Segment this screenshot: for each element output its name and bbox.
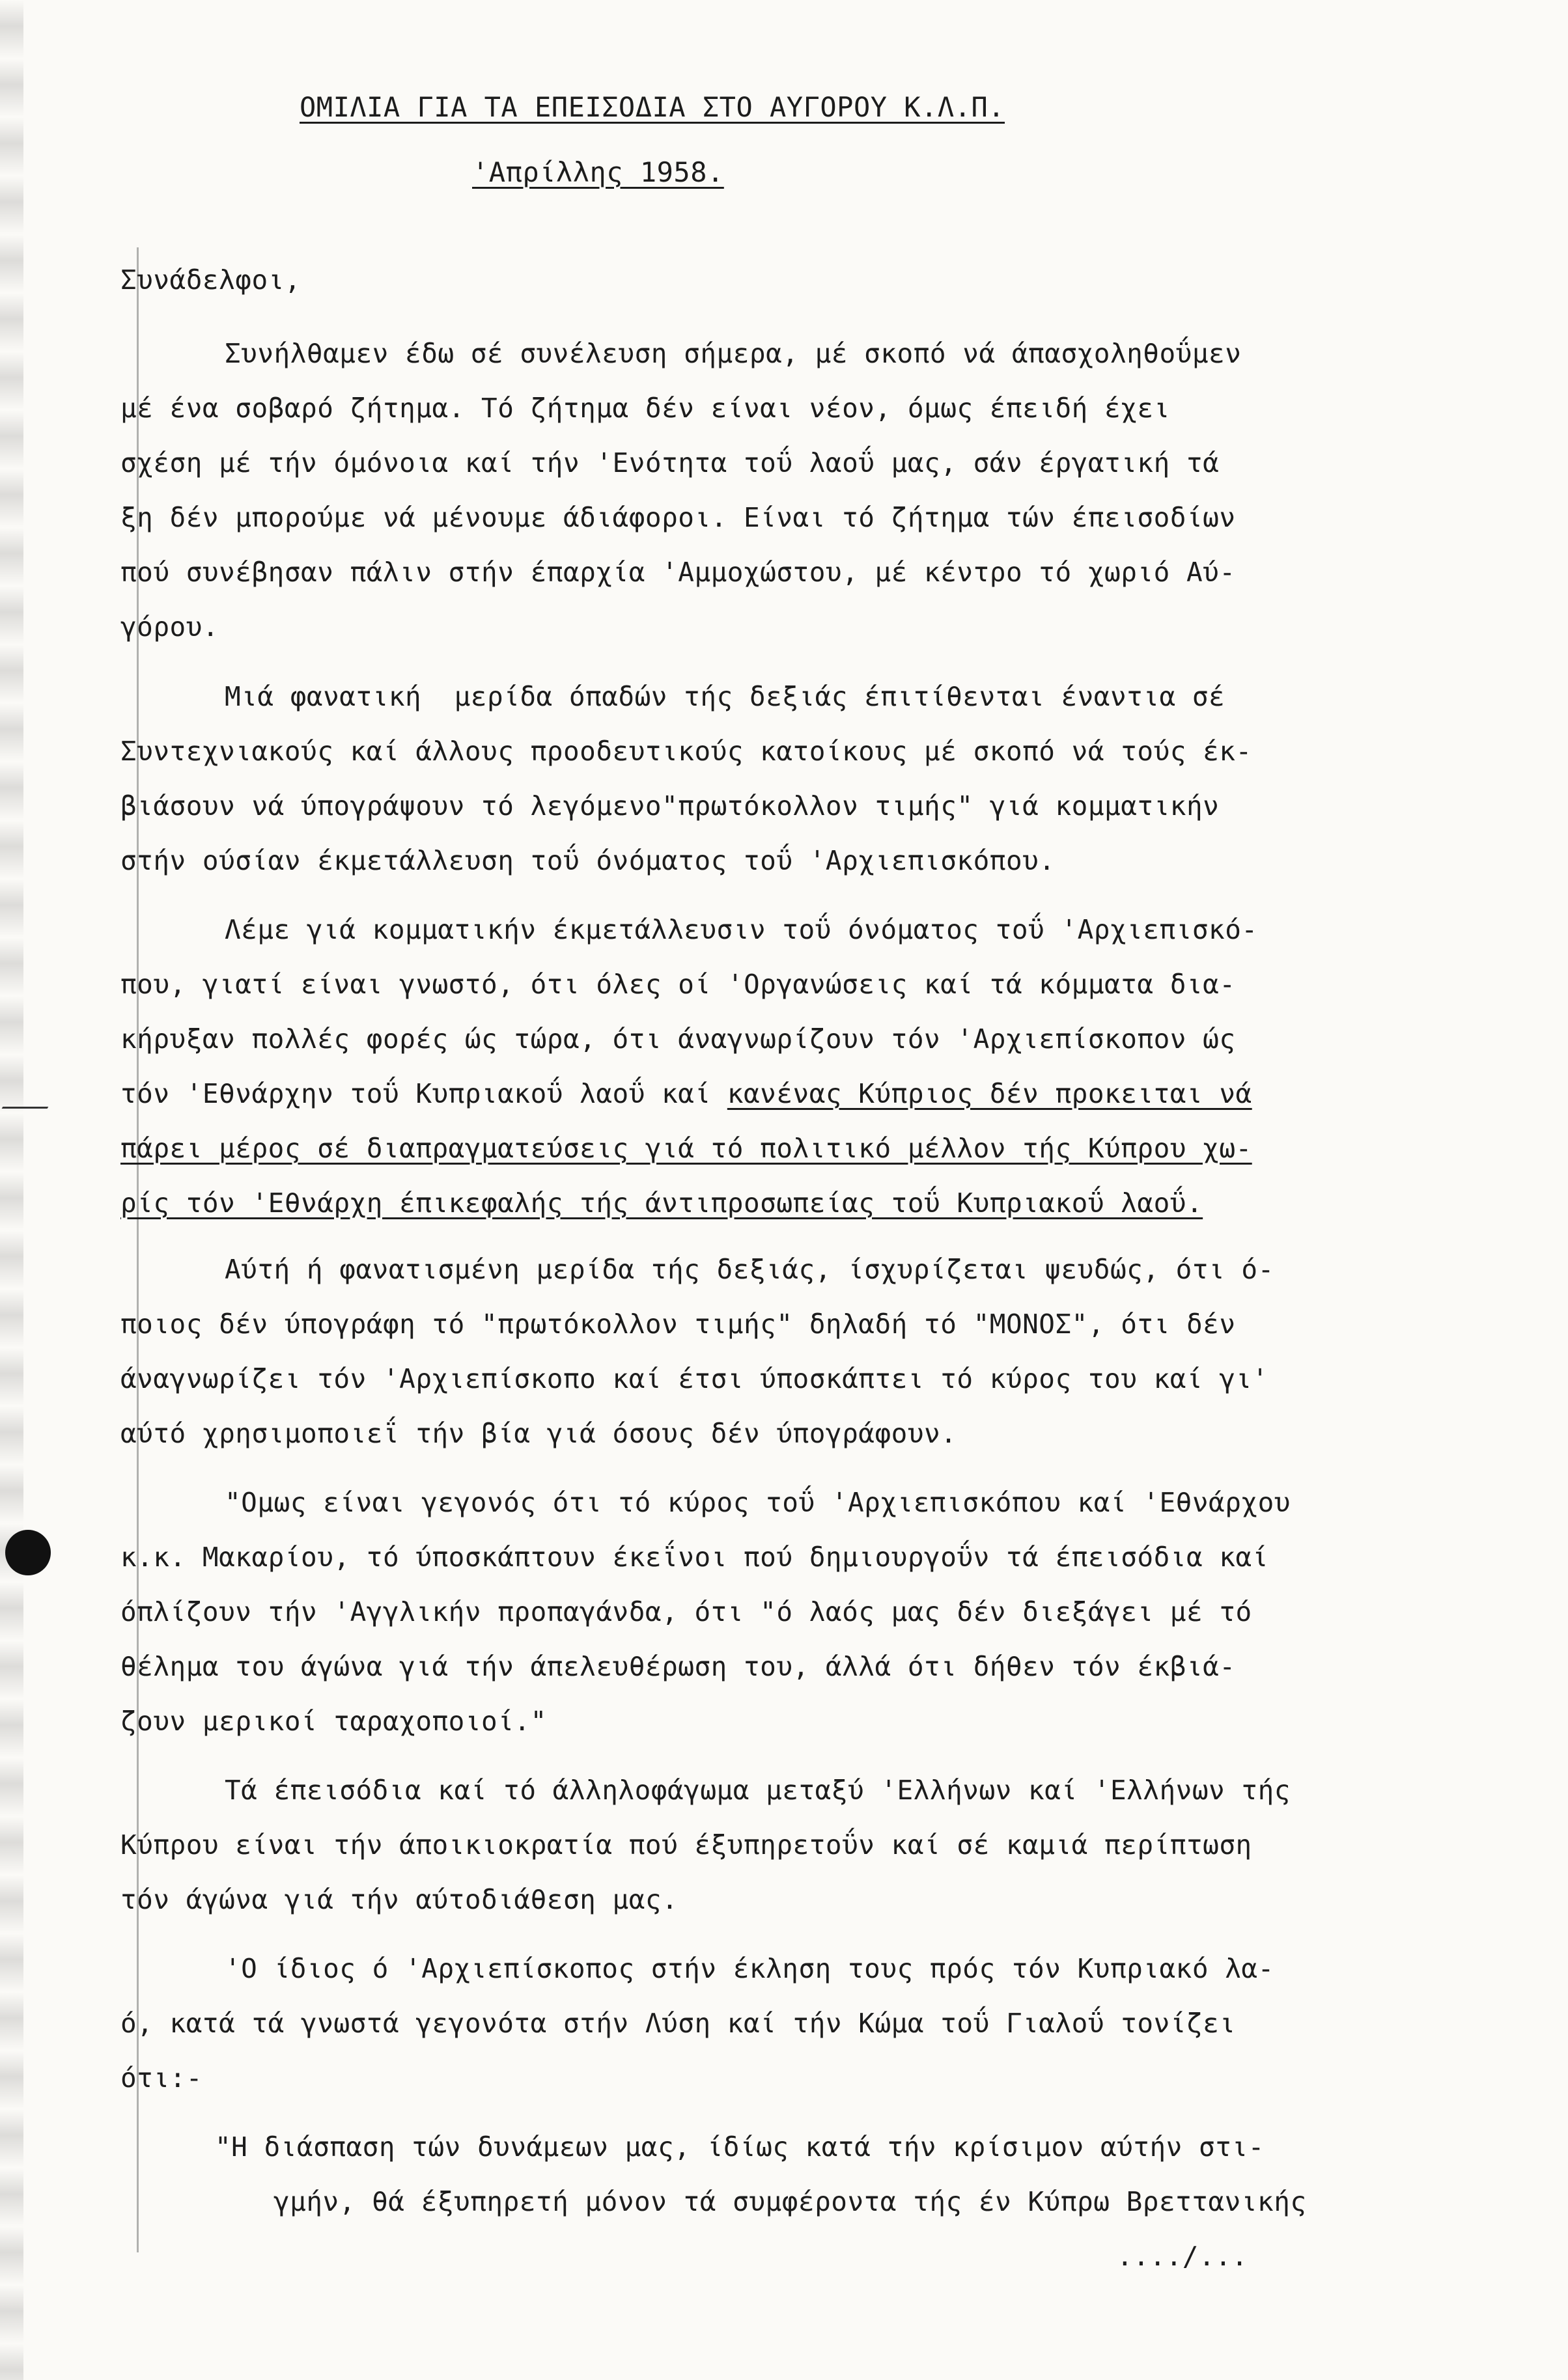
scan-edge-shadow bbox=[0, 0, 23, 2380]
body-line-with-emphasis bbox=[120, 1074, 1252, 1113]
body-line: 'Ο ίδιος ό 'Αρχιεπίσκοπος στήν έκληση τους πρός τόν Κυπριακό λα- bbox=[225, 1953, 1274, 1984]
body-line: Λέμε γιά κομματικήν έκμετάλλευσιν τοΰ όνόματος τοΰ 'Αρχιεπισκό- bbox=[225, 914, 1258, 945]
body-line: Κύπρου είναι τήν άποικιοκρατία πού έξυπηρετοΰν καί σέ καμιά περίπτωση bbox=[120, 1829, 1252, 1861]
body-line: βιάσουν νά ύπογράψουν τό λεγόμενο"πρωτόκολλον τιμής" γιά κομματικήν bbox=[120, 790, 1220, 822]
quote-line: "Η διάσπαση τών δυνάμεων μας, ίδίως κατά τήν κρίσιμον αύτήν στι- bbox=[215, 2131, 1265, 2163]
continuation-mark: ..../... bbox=[1117, 2241, 1248, 2272]
body-line: ό, κατά τά γνωστά γεγονότα στήν Λύση καί τήν Κώμα τοΰ Γιαλοΰ τονίζει bbox=[120, 2008, 1236, 2039]
body-line: στήν ούσίαν έκμετάλλευση τοΰ όνόματος τοΰ 'Αρχιεπισκόπου. bbox=[120, 845, 1056, 876]
salutation: Συνάδελφοι, bbox=[120, 264, 301, 296]
quote-line: γμήν, θά έξυπηρετή μόνον τά συμφέροντα τής έν Κύπρω Βρεττανικής bbox=[273, 2186, 1307, 2217]
document-date: 'Απρίλλης 1958. bbox=[472, 156, 724, 188]
body-line: ζουν μερικοί ταραχοποιοί." bbox=[120, 1706, 547, 1737]
body-line: σχέση μέ τήν όμόνοια καί τήν 'Ενότητα τοΰ λαοΰ μας, σάν έργατική τά bbox=[120, 447, 1220, 478]
body-line: Συντεχνιακούς καί άλλους προοδευτικούς κατοίκους μέ σκοπό νά τούς έκ- bbox=[120, 736, 1252, 767]
body-line: ποιος δέν ύπογράφη τό "πρωτόκολλον τιμής" δηλαδή τό "ΜΟΝΟΣ", ότι δέν bbox=[120, 1308, 1236, 1340]
body-line: ότι:- bbox=[120, 2062, 203, 2094]
body-line: κ.κ. Μακαρίου, τό ύποσκάπτουν έκεΐνοι πού δημιουργοΰν τά έπεισόδια καί bbox=[120, 1542, 1268, 1573]
underlined-text: κανένας Κύπριος δέν προκειται νά bbox=[727, 1078, 1252, 1109]
body-line: κήρυξαν πολλές φορές ώς τώρα, ότι άναγνωρίζουν τόν 'Αρχιεπίσκοπον ώς bbox=[120, 1023, 1236, 1055]
body-line: Τά έπεισόδια καί τό άλληλοφάγωμα μεταξύ 'Ελλήνων καί 'Ελλήνων τής bbox=[225, 1775, 1291, 1806]
body-line: θέλημα του άγώνα γιά τήν άπελευθέρωση του, άλλά ότι δήθεν τόν έκβιά- bbox=[120, 1651, 1236, 1682]
body-line: Μιά φανατική μερίδα όπαδών τής δεξιάς έπιτίθενται έναντια σέ bbox=[225, 681, 1225, 712]
body-line: άναγνωρίζει τόν 'Αρχιεπίσκοπο καί έτσι ύποσκάπτει τό κύρος του καί γι' bbox=[120, 1363, 1268, 1394]
ink-blot bbox=[5, 1530, 51, 1575]
margin-rule bbox=[137, 247, 139, 2252]
body-line: πού συνέβησαν πάλιν στήν έπαρχία 'Αμμοχώστου, μέ κέντρο τό χωριό Αύ- bbox=[120, 557, 1236, 588]
body-line: αύτό χρησιμοποιεΐ τήν βία γιά όσους δέν ύπογράφουν. bbox=[120, 1418, 957, 1449]
body-line: που, γιατί είναι γνωστό, ότι όλες οί 'Οργανώσεις καί τά κόμματα δια- bbox=[120, 969, 1236, 1000]
body-line: όπλίζουν τήν 'Αγγλικήν προπαγάνδα, ότι "ό λαός μας δέν διεξάγει μέ τό bbox=[120, 1596, 1252, 1627]
body-line: ξη δέν μπορούμε νά μένουμε άδιάφοροι. Είναι τό ζήτημα τών έπεισοδίων bbox=[120, 502, 1236, 533]
body-line: "Ομως είναι γεγονός ότι τό κύρος τοΰ 'Αρχιεπισκόπου καί 'Εθνάρχου bbox=[225, 1487, 1291, 1518]
underlined-line: ρίς τόν 'Εθνάρχη έπικεφαλής τής άντιπροσωπείας τοΰ Κυπριακοΰ λαοΰ. bbox=[120, 1187, 1203, 1219]
body-line: Συνήλθαμεν έδω σέ συνέλευση σήμερα, μέ σκοπό νά άπασχοληθοΰμεν bbox=[225, 338, 1242, 369]
body-line: τόν άγώνα γιά τήν αύτοδιάθεση μας. bbox=[120, 1884, 679, 1915]
underlined-line: πάρει μέρος σέ διαπραγματεύσεις γιά τό πολιτικό μέλλον τής Κύπρου χω- bbox=[120, 1133, 1252, 1164]
body-line: Αύτή ή φανατισμένη μερίδα τής δεξιάς, ίσχυρίζεται ψευδώς, ότι ό- bbox=[225, 1254, 1274, 1285]
document-title: ΟΜΙΛΙΑ ΓΙΑ ΤΑ ΕΠΕΙΣΟΔΙΑ ΣΤΟ ΑΥΓΟΡΟΥ Κ.Λ.Π. bbox=[300, 91, 1005, 123]
body-text: τόν 'Εθνάρχην τοΰ Κυπριακοΰ λαοΰ καί bbox=[120, 1078, 727, 1109]
body-line: μέ ένα σοβαρό ζήτημα. Τό ζήτημα δέν είναι νέον, όμως έπειδή έχει bbox=[120, 393, 1170, 424]
body-line: γόρου. bbox=[120, 611, 219, 643]
